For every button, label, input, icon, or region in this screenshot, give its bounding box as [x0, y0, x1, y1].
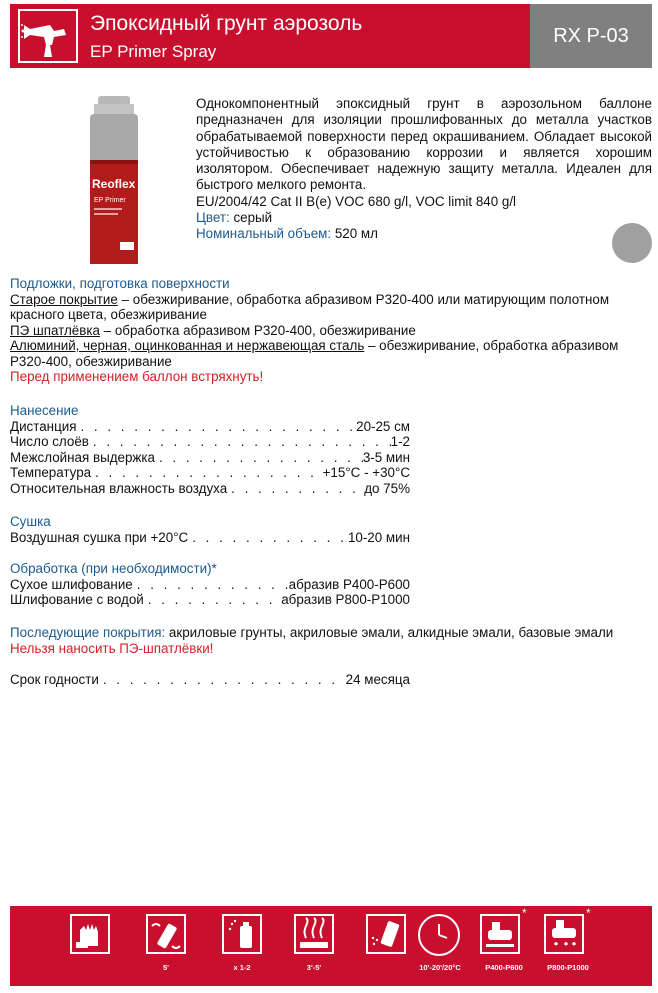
drying-heading: Сушка: [10, 514, 51, 529]
asterisk-mark: *: [522, 906, 527, 920]
drying-section: [10, 514, 655, 545]
substrate-item: Алюминий, черная, оцинкованная и нержавеющая сталь – обезжиривание, обработка абразивом P320-400, обезжиривание: [10, 338, 619, 369]
spray-can-icon: [222, 914, 262, 954]
spec-row: Межслойная выдержка . . . 3-5 мин: [10, 450, 410, 466]
color-swatch: [612, 223, 652, 263]
spray-gun-icon: [366, 914, 406, 954]
can-brand: Reoflex: [92, 177, 136, 191]
spec-row: Шлифование с водой . . . абразив P800-P1000: [10, 592, 410, 608]
topcoats-line: [10, 625, 655, 641]
spec-row: Температура . . . +15°C - +30°C: [10, 465, 410, 481]
spec-row: Воздушная сушка при +20°C . . . 10-20 мин: [10, 530, 410, 546]
shake-can-icon: [146, 914, 186, 954]
header-bar: [10, 4, 652, 68]
sanding-section: [10, 561, 655, 608]
spec-row: Относительная влажность воздуха . . . до 75%: [10, 481, 410, 497]
substrate-item: Старое покрытие – обезжиривание, обработка абразивом P320-400 или матирующим полотном красного цвета, обезжиривание: [10, 291, 610, 322]
topcoats-label: Последующие покрытия:: [10, 625, 166, 640]
substrates-heading: Подложки, подготовка поверхности: [10, 276, 230, 291]
volume-label: Номинальный объем:: [196, 226, 332, 242]
color-label: Цвет:: [196, 210, 230, 226]
spec-row: Дистанция . . . 20-25 см: [10, 419, 410, 435]
product-description-block: [196, 96, 652, 243]
volume-line: [196, 226, 652, 242]
footer-icon-strip: 5' x 1-2 3'-5' 10'-20'/20°C P400-P600 * P800-P1000 *: [10, 906, 652, 986]
topcoats-warning: Нельзя наносить ПЭ-шпатлёвки!: [10, 640, 214, 656]
spec-row: Срок годности . . . 24 месяца: [10, 672, 410, 688]
substrate-item: ПЭ шпатлёвка – обработка абразивом P320-400, обезжиривание: [10, 322, 416, 338]
page-subtitle: EP Primer Spray: [90, 42, 217, 61]
spray-gun-logo-icon: [18, 9, 78, 63]
spec-row: Число слоёв . . . 1-2: [10, 434, 410, 450]
application-heading: Нанесение: [10, 403, 79, 418]
application-section: [10, 403, 655, 496]
wet-sanding-icon: [544, 914, 584, 954]
color-value: серый: [233, 210, 273, 226]
substrates-section: [10, 276, 655, 385]
asterisk-mark: *: [586, 906, 591, 920]
topcoats-text: акриловые грунты, акриловые эмали, алкидные эмали, базовые эмали: [165, 625, 614, 640]
sanding-heading: Обработка (при необходимости)*: [10, 561, 217, 576]
product-description: Однокомпонентный эпоксидный грунт в аэрозольном баллоне предназначен для изоляции прошлифованных до металла участков обрабатываемой поверхности перед окрашиванием. Обладает высокой устойчивостью к образованию коррозии и является хорошим изолятором. Обеспечивает надежную защиту металла. Идеален для быстрого мелкого ремонта.: [196, 96, 652, 193]
shake-warning: Перед применением баллон встряхнуть!: [10, 369, 264, 384]
color-line: [196, 210, 652, 226]
volume-value: 520 мл: [334, 226, 378, 242]
gloves-cleaning-icon: [70, 914, 110, 954]
can-label: EP Primer: [94, 197, 126, 204]
spec-row: Сухое шлифование . . . абразив P400-P600: [10, 577, 410, 593]
topcoats-section: [10, 625, 655, 656]
page-title: Эпоксидный грунт аэрозоль: [90, 12, 363, 35]
product-code: RX P-03: [530, 4, 652, 68]
flash-off-icon: [294, 914, 334, 954]
dry-sanding-icon: [480, 914, 520, 954]
shelf-life-section: [10, 672, 655, 688]
voc-info: EU/2004/42 Cat II B(e) VOC 680 g/l, VOC limit 840 g/l: [196, 193, 517, 209]
aerosol-can-image: [84, 96, 144, 266]
drying-clock-icon: [418, 914, 460, 956]
